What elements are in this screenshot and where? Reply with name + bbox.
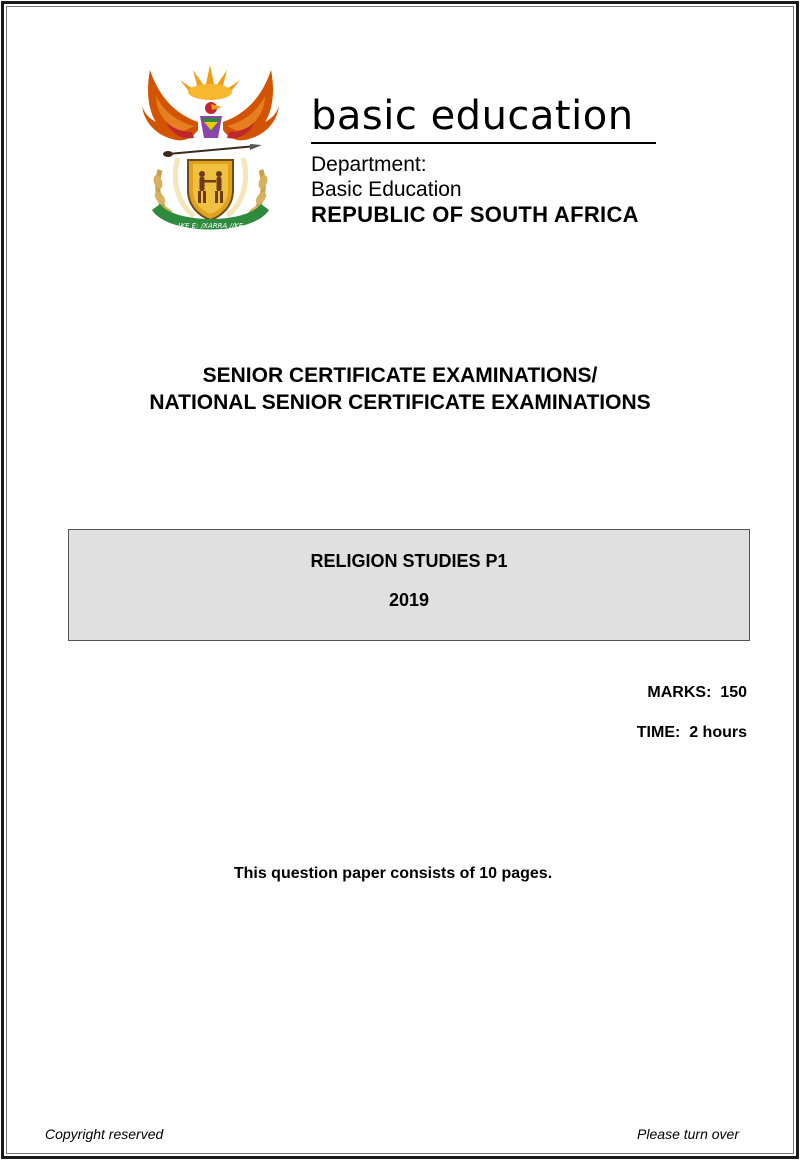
department-label: Department:	[311, 153, 427, 176]
footer-copyright: Copyright reserved	[45, 1126, 164, 1142]
marks-total: MARKS: 150	[647, 684, 747, 701]
emblem-motto: !KE E: /XARRA //KE	[177, 222, 244, 230]
footer-turn-over: Please turn over	[637, 1126, 739, 1142]
exam-title	[0, 362, 800, 416]
department-name: Basic Education	[311, 178, 462, 201]
subject-title: RELIGION STUDIES P1	[310, 551, 508, 571]
document-header	[138, 60, 678, 240]
subject-box	[68, 529, 750, 641]
time-allowed: TIME: 2 hours	[636, 724, 747, 741]
coat-of-arms-icon	[138, 60, 283, 235]
exam-year: 2019	[388, 590, 430, 610]
brand-name: basic education	[311, 96, 656, 144]
exam-title-line2: NATIONAL SENIOR CERTIFICATE EXAMINATIONS	[149, 391, 651, 414]
exam-title-line1: SENIOR CERTIFICATE EXAMINATIONS/	[202, 364, 598, 387]
brand-block	[311, 60, 661, 227]
pages-note: This question paper consists of 10 pages.	[233, 865, 553, 882]
country-name: REPUBLIC OF SOUTH AFRICA	[311, 202, 639, 227]
